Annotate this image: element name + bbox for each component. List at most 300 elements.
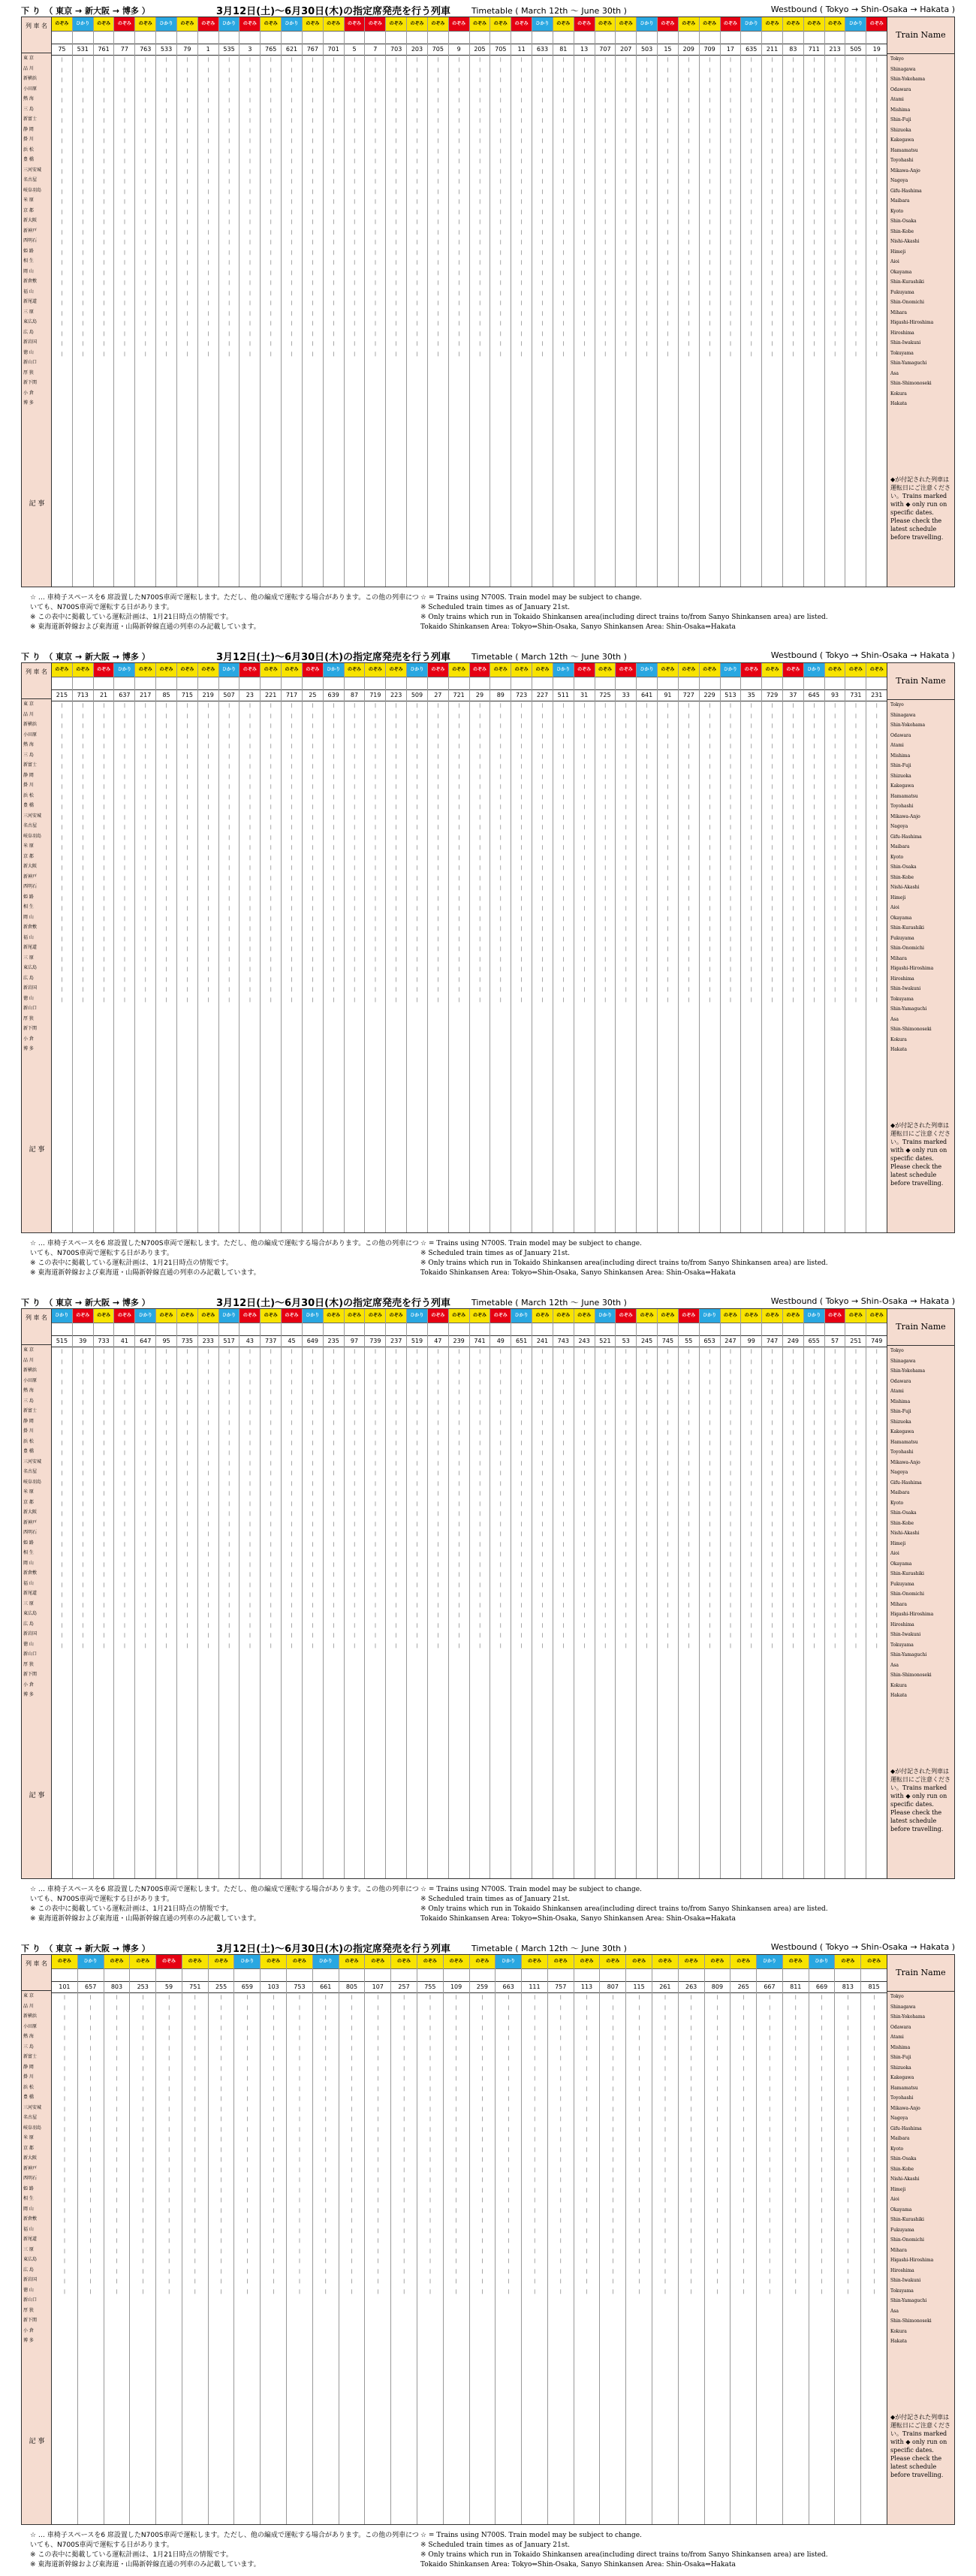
station-name-jp: 新神戸 bbox=[23, 228, 38, 234]
train-type-badge: のぞみ bbox=[130, 1955, 155, 1969]
train-type-badge: のぞみ bbox=[239, 663, 260, 677]
train-type-badge: のぞみ bbox=[511, 663, 532, 677]
train-type-badge: のぞみ bbox=[616, 663, 636, 677]
page-header bbox=[21, 1941, 955, 1954]
timetable-grid bbox=[21, 662, 955, 1233]
time-cells: │ │ │ │ │ │ │ │ │ │ │ │ │ │ │ │ │ │ │ │ │ │ │ │ │ │ │ │ │ │ bbox=[478, 704, 481, 1003]
station-name-jp: 新神戸 bbox=[23, 2165, 38, 2171]
train-type-badge: のぞみ bbox=[94, 663, 114, 677]
train-type-badge: のぞみ bbox=[303, 663, 323, 677]
station-name-jp: 新大阪 bbox=[23, 218, 38, 223]
train-mark bbox=[845, 1323, 866, 1336]
time-cells: │ │ │ │ │ │ │ │ │ │ │ │ │ │ │ │ │ │ │ │ │ │ │ │ │ │ │ │ │ │ bbox=[499, 1350, 502, 1648]
station-name-jp: 名古屋 bbox=[23, 823, 38, 828]
train-number: 95 bbox=[156, 1336, 176, 1347]
train-number: 1 bbox=[198, 44, 218, 56]
train-type-badge: のぞみ bbox=[94, 17, 114, 32]
train-type-badge: のぞみ bbox=[600, 1955, 625, 1969]
station-name-en: Hiroshima bbox=[890, 976, 914, 982]
time-cells: │ │ │ │ │ │ │ │ │ │ │ │ │ │ │ │ │ │ │ │ │ │ │ │ │ │ │ │ │ │ bbox=[583, 704, 586, 1003]
station-name-jp: 新大阪 bbox=[23, 2155, 38, 2161]
train-type-badge: のぞみ bbox=[209, 1955, 234, 1969]
station-name-jp: 岡 山 bbox=[23, 268, 34, 274]
station-name-en: Shin-Iwakuni bbox=[890, 2278, 921, 2283]
train-mark bbox=[52, 1323, 72, 1336]
station-name-jp: 福 山 bbox=[23, 934, 34, 940]
station-name-en: Himeji bbox=[890, 1540, 906, 1546]
train-column bbox=[324, 663, 345, 1232]
train-number: 21 bbox=[94, 690, 114, 701]
station-name-en: Shin-Shimonoseki bbox=[890, 2318, 932, 2324]
dates-note: ◆が付記された列車は運転日にご注意ください。Trains marked with ◆ only run on specific dates. Please check the latest schedule before travelling. bbox=[890, 476, 950, 541]
station-name-jp: 熱 海 bbox=[23, 1388, 34, 1393]
train-mark bbox=[239, 1323, 260, 1336]
footer-notes-jp bbox=[30, 2531, 420, 2570]
train-type-badge: のぞみ bbox=[198, 663, 218, 677]
timetable-page bbox=[0, 0, 976, 638]
train-column bbox=[511, 1309, 532, 1878]
train-number: 661 bbox=[313, 1982, 339, 1993]
station-name-jp: 新倉敷 bbox=[23, 1570, 38, 1576]
train-number: 753 bbox=[287, 1982, 312, 1993]
train-number: 233 bbox=[198, 1336, 218, 1347]
station-name-en: Shin-Shimonoseki bbox=[890, 1673, 932, 1678]
time-cells: │ │ │ │ │ │ │ │ │ │ │ │ │ │ │ │ │ │ │ │ │ │ │ │ │ │ │ │ │ │ bbox=[625, 1350, 628, 1648]
westbound-label: Westbound ( Tokyo → Shin-Osaka → Hakata ) bbox=[770, 650, 955, 660]
train-type-badge: のぞみ bbox=[679, 663, 699, 677]
time-cells: │ │ │ │ │ │ │ │ │ │ │ │ │ │ │ │ │ │ │ │ │ │ │ │ │ │ │ │ │ │ bbox=[541, 1350, 544, 1648]
train-type-badge: ひかり bbox=[282, 17, 302, 32]
train-number: 815 bbox=[861, 1982, 887, 1993]
station-name-jp: 小 倉 bbox=[23, 1682, 34, 1688]
station-name-jp: 相 生 bbox=[23, 1550, 34, 1555]
station-name-en: Shin-Fuji bbox=[890, 117, 911, 122]
time-cells: │ │ │ │ │ │ │ │ │ │ │ │ │ │ │ │ │ │ │ │ │ │ │ │ │ │ │ │ │ │ bbox=[750, 1350, 753, 1648]
train-column bbox=[303, 663, 324, 1232]
time-cells: │ │ │ │ │ │ │ │ │ │ │ │ │ │ │ │ │ │ │ │ │ │ │ │ │ │ │ │ │ │ bbox=[141, 1995, 144, 2294]
train-mark bbox=[428, 677, 448, 690]
footer-note: ☆ … 車椅子スペースを6 席設置したN700S車両で運転します。ただし、他の編成で運転する場合があります。この他の列車についても、N700S車両で運転する日があります。 bbox=[30, 2532, 419, 2549]
time-cells: │ │ │ │ │ │ │ │ │ │ │ │ │ │ │ │ │ │ │ │ │ │ │ │ │ │ │ │ │ │ bbox=[270, 58, 273, 357]
station-name-en: Okayama bbox=[890, 1561, 912, 1567]
train-number: 757 bbox=[548, 1982, 574, 1993]
station-name-en: Kokura bbox=[890, 1682, 907, 1688]
time-cells: │ │ │ │ │ │ │ │ │ │ │ │ │ │ │ │ │ │ │ │ │ │ │ │ │ │ │ │ │ │ bbox=[507, 1995, 510, 2294]
train-mark bbox=[490, 32, 511, 44]
time-cells: │ │ │ │ │ │ │ │ │ │ │ │ │ │ │ │ │ │ │ │ │ │ │ │ │ │ │ │ │ │ bbox=[227, 58, 230, 357]
station-name-jp: 京 都 bbox=[23, 2145, 34, 2151]
train-type-badge: のぞみ bbox=[804, 17, 824, 32]
station-name-jp: 西明石 bbox=[23, 1530, 38, 1535]
station-name-en: Mikawa-Anjo bbox=[890, 167, 920, 173]
train-number: 735 bbox=[177, 1336, 197, 1347]
station-name-jp: 東広島 bbox=[23, 2257, 38, 2262]
train-number: 805 bbox=[339, 1982, 365, 1993]
station-name-en: Shin-Yamaguchi bbox=[890, 360, 927, 366]
train-type-badge: のぞみ bbox=[177, 663, 197, 677]
station-name-en: Fukuyama bbox=[890, 2227, 914, 2233]
page-title: 3月12日(土)～6月30日(木)の指定席発売を行う列車 bbox=[216, 652, 451, 663]
train-column bbox=[282, 663, 303, 1232]
station-name-jp: 新山口 bbox=[23, 1006, 38, 1011]
train-number: 39 bbox=[73, 1336, 93, 1347]
train-mark bbox=[52, 1969, 77, 1982]
train-number: 15 bbox=[658, 44, 678, 56]
train-type-badge: のぞみ bbox=[52, 663, 72, 677]
train-number: 535 bbox=[219, 44, 239, 56]
train-number: 657 bbox=[78, 1982, 104, 1993]
train-column bbox=[261, 1955, 287, 2524]
time-cells: │ │ │ │ │ │ │ │ │ │ │ │ │ │ │ │ │ │ │ │ │ │ │ │ │ │ │ │ │ │ bbox=[102, 1350, 105, 1648]
station-name-en: Mishima bbox=[890, 2044, 911, 2050]
time-cells: │ │ │ │ │ │ │ │ │ │ │ │ │ │ │ │ │ │ │ │ │ │ │ │ │ │ │ │ │ │ bbox=[81, 58, 84, 357]
train-type-badge: ひかり bbox=[637, 663, 657, 677]
station-name-en: Maibara bbox=[890, 844, 910, 849]
train-number: 55 bbox=[679, 1336, 699, 1347]
train-column bbox=[652, 1955, 679, 2524]
train-number: 639 bbox=[324, 690, 344, 701]
train-column bbox=[313, 1955, 339, 2524]
train-type-badge: のぞみ bbox=[762, 17, 782, 32]
time-cells: │ │ │ │ │ │ │ │ │ │ │ │ │ │ │ │ │ │ │ │ │ │ │ │ │ │ │ │ │ │ bbox=[332, 58, 335, 357]
train-column bbox=[783, 1309, 804, 1878]
station-name-en: Shin-Iwakuni bbox=[890, 340, 921, 345]
station-name-jp: 三河安城 bbox=[23, 2104, 42, 2110]
train-type-badge: のぞみ bbox=[287, 1955, 312, 1969]
train-number: 59 bbox=[156, 1982, 182, 1993]
train-type-badge: ひかり bbox=[757, 1955, 782, 1969]
station-name-jp: 三 原 bbox=[23, 1600, 34, 1606]
time-cells: │ │ │ │ │ │ │ │ │ │ │ │ │ │ │ │ │ │ │ │ │ │ │ │ │ │ │ │ │ │ bbox=[311, 58, 314, 357]
train-mark bbox=[324, 1323, 344, 1336]
station-name-en: Atami bbox=[890, 743, 904, 748]
train-mark bbox=[324, 32, 344, 44]
train-type-badge: のぞみ bbox=[741, 1309, 761, 1323]
dates-note: ◆が付記された列車は運転日にご注意ください。Trains marked with ◆ only run on specific dates. Please check the latest schedule before travelling. bbox=[890, 1122, 950, 1187]
station-name-en: Tokyo bbox=[890, 56, 904, 62]
train-mark bbox=[658, 677, 678, 690]
time-cells: │ │ │ │ │ │ │ │ │ │ │ │ │ │ │ │ │ │ │ │ │ │ │ │ │ │ │ │ │ │ bbox=[583, 1350, 586, 1648]
station-name-jp: 新倉敷 bbox=[23, 279, 38, 284]
train-number: 809 bbox=[705, 1982, 730, 1993]
time-cells: │ │ │ │ │ │ │ │ │ │ │ │ │ │ │ │ │ │ │ │ │ │ │ │ │ │ │ │ │ │ bbox=[376, 1995, 379, 2294]
train-type-badge: のぞみ bbox=[532, 663, 553, 677]
train-column bbox=[679, 1309, 700, 1878]
train-column bbox=[417, 1955, 444, 2524]
train-mark bbox=[825, 677, 845, 690]
station-name-en: Shin-Osaka bbox=[890, 2156, 917, 2161]
train-number: 655 bbox=[804, 1336, 824, 1347]
station-name-jp: 名古屋 bbox=[23, 1469, 38, 1474]
station-name-en: Gifu-Hashima bbox=[890, 2125, 922, 2131]
train-type-badge: のぞみ bbox=[700, 17, 720, 32]
train-type-badge: のぞみ bbox=[679, 17, 699, 32]
train-number: 729 bbox=[762, 690, 782, 701]
station-name-jp: 三 原 bbox=[23, 2246, 34, 2252]
time-cells: │ │ │ │ │ │ │ │ │ │ │ │ │ │ │ │ │ │ │ │ │ │ │ │ │ │ │ │ │ │ bbox=[395, 58, 398, 357]
footer-note: ☆ … 車椅子スペースを6 席設置したN700S車両で運転します。ただし、他の編成で運転する場合があります。この他の列車についても、N700S車両で運転する日があります。 bbox=[30, 1886, 419, 1903]
time-cells: │ │ │ │ │ │ │ │ │ │ │ │ │ │ │ │ │ │ │ │ │ │ │ │ │ │ │ │ │ │ bbox=[771, 58, 774, 357]
train-type-badge: のぞみ bbox=[198, 1309, 218, 1323]
train-column bbox=[303, 1309, 324, 1878]
time-cells: │ │ │ │ │ │ │ │ │ │ │ │ │ │ │ │ │ │ │ │ │ │ │ │ │ │ │ │ │ │ bbox=[374, 704, 377, 1003]
station-name-jp: 相 生 bbox=[23, 258, 34, 264]
train-number: 703 bbox=[386, 44, 406, 56]
station-name-en: Fukuyama bbox=[890, 1581, 914, 1587]
time-cells: │ │ │ │ │ │ │ │ │ │ │ │ │ │ │ │ │ │ │ │ │ │ │ │ │ │ │ │ │ │ bbox=[402, 1995, 405, 2294]
station-name-en: Shizuoka bbox=[890, 127, 911, 133]
time-cells: │ │ │ │ │ │ │ │ │ │ │ │ │ │ │ │ │ │ │ │ │ │ │ │ │ │ │ │ │ │ bbox=[646, 1350, 649, 1648]
train-mark bbox=[470, 1969, 496, 1982]
train-mark bbox=[135, 32, 155, 44]
notes-label: 記 事 bbox=[29, 500, 45, 508]
time-cells: │ │ │ │ │ │ │ │ │ │ │ │ │ │ │ │ │ │ │ │ │ │ │ │ │ │ │ │ │ │ bbox=[291, 704, 294, 1003]
train-mark bbox=[177, 1323, 197, 1336]
train-mark bbox=[449, 32, 469, 44]
station-name-jp: 浜 松 bbox=[23, 1438, 34, 1444]
station-name-jp: 博 多 bbox=[23, 1046, 34, 1051]
train-mark bbox=[532, 32, 553, 44]
time-cells: │ │ │ │ │ │ │ │ │ │ │ │ │ │ │ │ │ │ │ │ │ │ │ │ │ │ │ │ │ │ bbox=[332, 1350, 335, 1648]
direction-label: 下 り （ 東京 → 新大阪 → 博多 ） bbox=[21, 1298, 150, 1308]
station-name-jp: 広 島 bbox=[23, 2267, 34, 2273]
footer-note: ☆ = Trains using N700S. Train model may be subject to change. bbox=[420, 594, 642, 602]
train-number: 17 bbox=[721, 44, 741, 56]
station-name-en: Tokuyama bbox=[890, 996, 914, 1002]
time-cells: │ │ │ │ │ │ │ │ │ │ │ │ │ │ │ │ │ │ │ │ │ │ │ │ │ │ │ │ │ │ bbox=[436, 704, 439, 1003]
train-type-badge: のぞみ bbox=[261, 1309, 281, 1323]
train-number: 97 bbox=[345, 1336, 365, 1347]
time-cells: │ │ │ │ │ │ │ │ │ │ │ │ │ │ │ │ │ │ │ │ │ │ │ │ │ │ │ │ │ │ bbox=[541, 58, 544, 357]
train-mark bbox=[637, 1323, 657, 1336]
train-mark bbox=[496, 1969, 521, 1982]
time-cells: │ │ │ │ │ │ │ │ │ │ │ │ │ │ │ │ │ │ │ │ │ │ │ │ │ │ │ │ │ │ bbox=[60, 58, 63, 357]
train-type-badge: のぞみ bbox=[428, 663, 448, 677]
station-name-jp: 姫 路 bbox=[23, 2185, 34, 2191]
train-mark bbox=[52, 32, 72, 44]
train-number: 261 bbox=[652, 1982, 678, 1993]
station-name-jp: 東広島 bbox=[23, 319, 38, 324]
time-cells: │ │ │ │ │ │ │ │ │ │ │ │ │ │ │ │ │ │ │ │ │ │ │ │ │ │ │ │ │ │ bbox=[586, 1995, 589, 2294]
train-type-badge: のぞみ bbox=[73, 1309, 93, 1323]
train-type-badge: のぞみ bbox=[324, 1309, 344, 1323]
station-name-en: Shinagawa bbox=[890, 66, 916, 72]
time-cells: │ │ │ │ │ │ │ │ │ │ │ │ │ │ │ │ │ │ │ │ │ │ │ │ │ │ │ │ │ │ bbox=[687, 1350, 690, 1648]
train-column bbox=[626, 1955, 652, 2524]
train-column bbox=[261, 663, 282, 1232]
station-name-jp: 新下関 bbox=[23, 2318, 38, 2323]
train-mark bbox=[721, 1323, 741, 1336]
station-name-jp: 新富士 bbox=[23, 2054, 38, 2059]
footer-note: ※ 東海道新幹線および東海道・山陽新幹線直通の列車のみ記載しています。 bbox=[30, 1269, 261, 1277]
train-column bbox=[365, 1309, 386, 1878]
train-column bbox=[52, 663, 73, 1232]
time-cells: │ │ │ │ │ │ │ │ │ │ │ │ │ │ │ │ │ │ │ │ │ │ │ │ │ │ │ │ │ │ bbox=[436, 58, 439, 357]
footer-note: ※ Only trains which run in Tokaido Shinkansen area(including direct trains to/from Sanyo Shinkansen area) are listed. bbox=[420, 1905, 828, 1913]
train-number: 23 bbox=[239, 690, 260, 701]
train-type-badge: ひかり bbox=[73, 17, 93, 32]
station-name-jp: 西明石 bbox=[23, 238, 38, 243]
train-column bbox=[261, 17, 282, 587]
station-name-jp: 三 原 bbox=[23, 309, 34, 315]
train-type-badge: のぞみ bbox=[345, 663, 365, 677]
train-column bbox=[700, 17, 721, 587]
train-column bbox=[114, 663, 135, 1232]
train-column bbox=[156, 1955, 182, 2524]
time-cells: │ │ │ │ │ │ │ │ │ │ │ │ │ │ │ │ │ │ │ │ │ │ │ │ │ │ │ │ │ │ bbox=[478, 58, 481, 357]
time-cells: │ │ │ │ │ │ │ │ │ │ │ │ │ │ │ │ │ │ │ │ │ │ │ │ │ │ │ │ │ │ bbox=[637, 1995, 640, 2294]
train-type-badge: のぞみ bbox=[282, 1309, 302, 1323]
train-column bbox=[783, 663, 804, 1232]
train-type-badge: ひかり bbox=[52, 1309, 72, 1323]
footer-note: ☆ = Trains using N700S. Train model may be subject to change. bbox=[420, 2532, 642, 2539]
train-number: 717 bbox=[282, 690, 302, 701]
train-column bbox=[104, 1955, 131, 2524]
station-name-en: Gifu-Hashima bbox=[890, 1480, 922, 1486]
train-mark bbox=[365, 1323, 385, 1336]
time-cells: │ │ │ │ │ │ │ │ │ │ │ │ │ │ │ │ │ │ │ │ │ │ │ │ │ │ │ │ │ │ bbox=[562, 704, 565, 1003]
train-number: 93 bbox=[825, 690, 845, 701]
footer-note: ※ Only trains which run in Tokaido Shinkansen area(including direct trains to/from Sanyo Shinkansen area) are listed. bbox=[420, 1259, 828, 1267]
station-name-jp: 東広島 bbox=[23, 1611, 38, 1616]
station-name-jp: 東 京 bbox=[23, 701, 34, 707]
train-type-badge: のぞみ bbox=[658, 17, 678, 32]
station-name-jp: 新岩国 bbox=[23, 2277, 38, 2282]
time-cells: │ │ │ │ │ │ │ │ │ │ │ │ │ │ │ │ │ │ │ │ │ │ │ │ │ │ │ │ │ │ bbox=[771, 1350, 774, 1648]
train-type-badge: ひかり bbox=[135, 1309, 155, 1323]
station-name-jp: 岐阜羽島 bbox=[23, 187, 42, 193]
train-number: 533 bbox=[156, 44, 176, 56]
time-cells: │ │ │ │ │ │ │ │ │ │ │ │ │ │ │ │ │ │ │ │ │ │ │ │ │ │ │ │ │ │ bbox=[625, 704, 628, 1003]
station-name-jp: 小田原 bbox=[23, 731, 38, 738]
train-number: 245 bbox=[637, 1336, 657, 1347]
train-column bbox=[261, 1309, 282, 1878]
train-mark bbox=[658, 1323, 678, 1336]
time-cells: │ │ │ │ │ │ │ │ │ │ │ │ │ │ │ │ │ │ │ │ │ │ │ │ │ │ │ │ │ │ bbox=[687, 704, 690, 1003]
train-column bbox=[637, 1309, 658, 1878]
train-mark bbox=[553, 32, 574, 44]
train-column bbox=[209, 1955, 235, 2524]
train-mark bbox=[345, 677, 365, 690]
station-name-en: Shin-Kurashiki bbox=[890, 279, 924, 285]
train-column bbox=[762, 663, 783, 1232]
station-name-en: Kokura bbox=[890, 391, 907, 397]
time-cells: │ │ │ │ │ │ │ │ │ │ │ │ │ │ │ │ │ │ │ │ │ │ │ │ │ │ │ │ │ │ bbox=[742, 1995, 745, 2294]
station-name-en: Maibara bbox=[890, 1490, 910, 1495]
train-number: 77 bbox=[114, 44, 134, 56]
train-column bbox=[496, 1955, 522, 2524]
train-number: 265 bbox=[730, 1982, 756, 1993]
train-column bbox=[835, 1955, 861, 2524]
train-number: 767 bbox=[303, 44, 323, 56]
station-name-jp: 岐阜羽島 bbox=[23, 1479, 42, 1485]
station-name-en: Asa bbox=[890, 1662, 899, 1668]
train-mark bbox=[730, 1969, 756, 1982]
time-cells: │ │ │ │ │ │ │ │ │ │ │ │ │ │ │ │ │ │ │ │ │ │ │ │ │ │ │ │ │ │ bbox=[63, 1995, 66, 2294]
station-name-jp: 福 山 bbox=[23, 2226, 34, 2232]
station-name-jp: 新富士 bbox=[23, 762, 38, 768]
time-cells: │ │ │ │ │ │ │ │ │ │ │ │ │ │ │ │ │ │ │ │ │ │ │ │ │ │ │ │ │ │ bbox=[123, 1350, 126, 1648]
station-name-jp: 米 原 bbox=[23, 2135, 34, 2140]
train-column bbox=[532, 17, 553, 587]
train-number: 723 bbox=[511, 690, 532, 701]
time-cells: │ │ │ │ │ │ │ │ │ │ │ │ │ │ │ │ │ │ │ │ │ │ │ │ │ │ │ │ │ │ bbox=[298, 1995, 301, 2294]
station-name-jp: 徳 山 bbox=[23, 2287, 34, 2293]
train-column bbox=[114, 1309, 135, 1878]
time-cells: │ │ │ │ │ │ │ │ │ │ │ │ │ │ │ │ │ │ │ │ │ │ │ │ │ │ │ │ │ │ bbox=[194, 1995, 197, 2294]
station-name-en: Shin-Fuji bbox=[890, 2055, 911, 2060]
time-cells: │ │ │ │ │ │ │ │ │ │ │ │ │ │ │ │ │ │ │ │ │ │ │ │ │ │ │ │ │ │ bbox=[833, 1350, 836, 1648]
train-mark bbox=[219, 1323, 239, 1336]
station-name-en: Tokuyama bbox=[890, 2288, 914, 2294]
time-cells: │ │ │ │ │ │ │ │ │ │ │ │ │ │ │ │ │ │ │ │ │ │ │ │ │ │ │ │ │ │ bbox=[185, 58, 188, 357]
station-name-en: Asa bbox=[890, 370, 899, 376]
footer-note: ※ 東海道新幹線および東海道・山陽新幹線直通の列車のみ記載しています。 bbox=[30, 1915, 261, 1923]
station-name-en: Nishi-Akashi bbox=[890, 885, 920, 890]
station-name-jp: 広 島 bbox=[23, 975, 34, 981]
station-name-en: Fukuyama bbox=[890, 935, 914, 941]
train-type-badge: ひかり bbox=[313, 1955, 339, 1969]
train-type-badge: のぞみ bbox=[616, 1309, 636, 1323]
footer-note: Tokaido Shinkansen Area: Tokyo⇔Shin-Osaka, Sanyo Shinkansen Area: Shin-Osaka⇔Hakata bbox=[420, 1915, 736, 1923]
train-column bbox=[679, 17, 700, 587]
time-cells: │ │ │ │ │ │ │ │ │ │ │ │ │ │ │ │ │ │ │ │ │ │ │ │ │ │ │ │ │ │ bbox=[270, 704, 273, 1003]
train-column bbox=[94, 1309, 115, 1878]
train-number: 221 bbox=[261, 690, 281, 701]
train-number: 33 bbox=[616, 690, 636, 701]
train-number: 743 bbox=[553, 1336, 574, 1347]
train-column bbox=[866, 17, 887, 587]
time-cells: │ │ │ │ │ │ │ │ │ │ │ │ │ │ │ │ │ │ │ │ │ │ │ │ │ │ │ │ │ │ bbox=[690, 1995, 693, 2294]
train-number: 705 bbox=[490, 44, 511, 56]
train-type-badge: のぞみ bbox=[94, 1309, 114, 1323]
station-name-jp: 豊 橋 bbox=[23, 803, 34, 808]
dates-note: ◆が付記された列車は運転日にご注意ください。Trains marked with ◆ only run on specific dates. Please check the latest schedule before travelling. bbox=[890, 1768, 950, 1832]
train-number: 209 bbox=[679, 44, 699, 56]
time-cells: │ │ │ │ │ │ │ │ │ │ │ │ │ │ │ │ │ │ │ │ │ │ │ │ │ │ │ │ │ │ bbox=[185, 704, 188, 1003]
train-column bbox=[470, 1955, 496, 2524]
station-name-en: Higashi-Hiroshima bbox=[890, 966, 934, 971]
train-type-badge: ひかり bbox=[845, 17, 866, 32]
station-name-jp: 米 原 bbox=[23, 198, 34, 203]
train-mark bbox=[313, 1969, 339, 1982]
train-column bbox=[741, 1309, 762, 1878]
station-name-jp: 小 倉 bbox=[23, 390, 34, 396]
station-name-en: Shin-Shimonoseki bbox=[890, 381, 932, 386]
train-number: 9 bbox=[449, 44, 469, 56]
time-cells: │ │ │ │ │ │ │ │ │ │ │ │ │ │ │ │ │ │ │ │ │ │ │ │ │ │ │ │ │ │ bbox=[220, 1995, 223, 2294]
station-name-jp: 新岩国 bbox=[23, 339, 38, 345]
train-number: 511 bbox=[553, 690, 574, 701]
train-column bbox=[287, 1955, 313, 2524]
station-name-en: Shin-Onomichi bbox=[890, 2237, 924, 2243]
train-number: 647 bbox=[135, 1336, 155, 1347]
train-mark bbox=[553, 677, 574, 690]
train-type-badge: のぞみ bbox=[574, 17, 595, 32]
train-column bbox=[741, 663, 762, 1232]
train-number: 75 bbox=[52, 44, 72, 56]
station-name-en: Shin-Fuji bbox=[890, 763, 911, 768]
train-column bbox=[156, 17, 177, 587]
train-mark bbox=[783, 32, 803, 44]
station-name-en: Shinagawa bbox=[890, 712, 916, 718]
train-type-badge: のぞみ bbox=[470, 1955, 496, 1969]
time-cells: │ │ │ │ │ │ │ │ │ │ │ │ │ │ │ │ │ │ │ │ │ │ │ │ │ │ │ │ │ │ bbox=[541, 704, 544, 1003]
train-mark bbox=[94, 677, 114, 690]
timetable-grid bbox=[21, 1308, 955, 1879]
time-cells: │ │ │ │ │ │ │ │ │ │ │ │ │ │ │ │ │ │ │ │ │ │ │ │ │ │ │ │ │ │ bbox=[604, 58, 607, 357]
station-name-jp: 福 山 bbox=[23, 288, 34, 294]
